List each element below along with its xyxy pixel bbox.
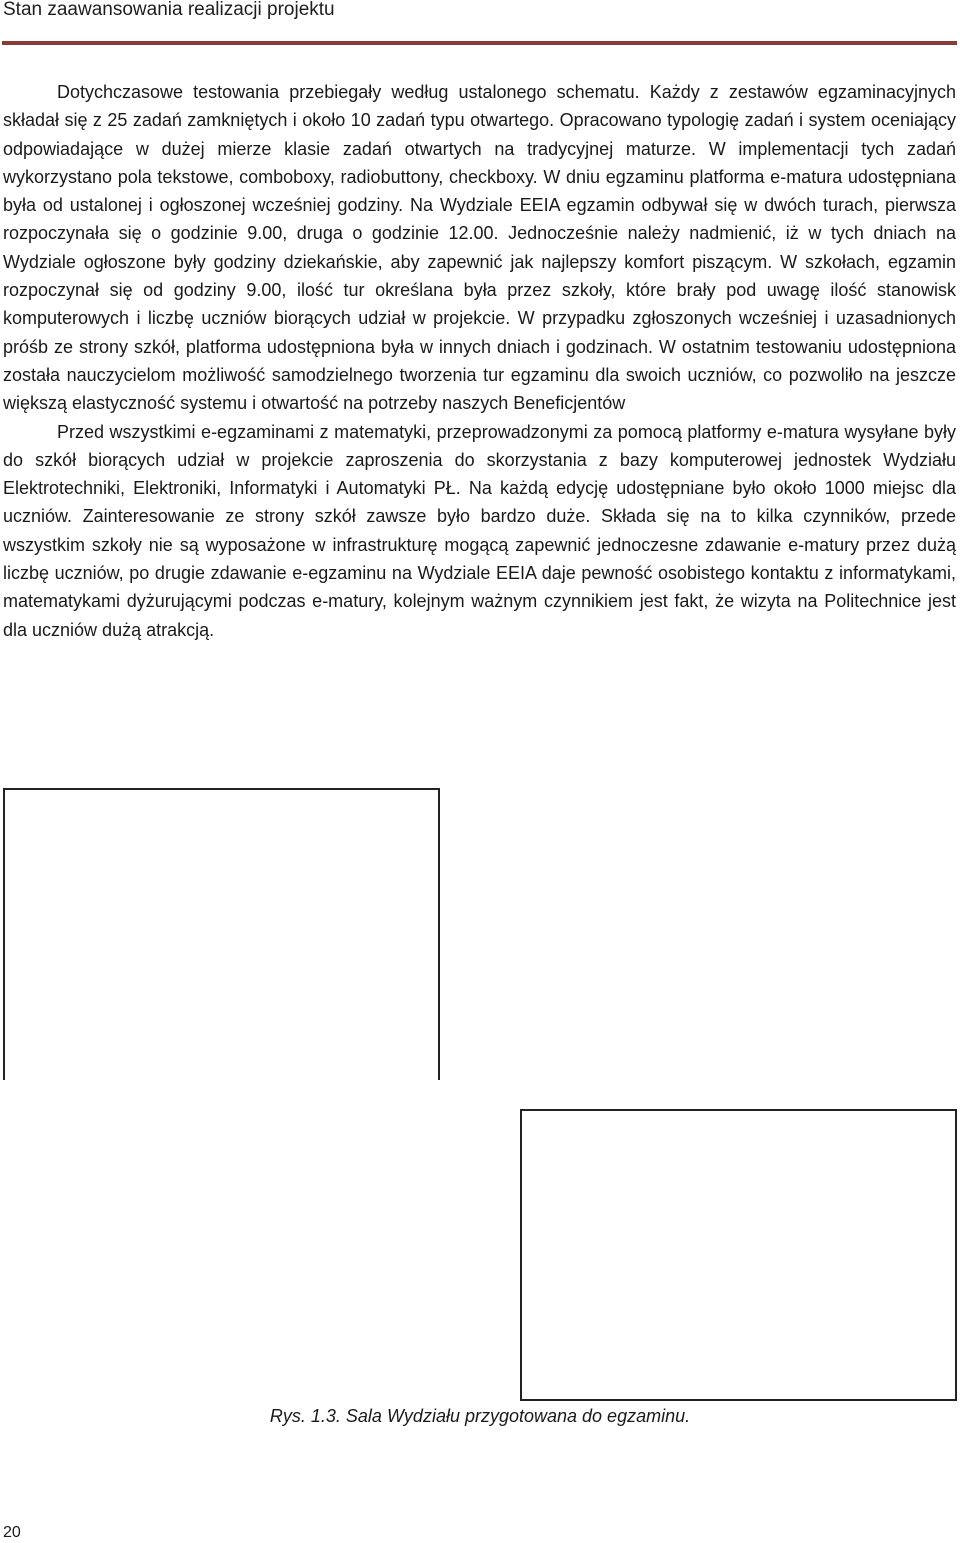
figure-caption: Rys. 1.3. Sala Wydziału przygotowana do egzaminu. [269,1406,691,1426]
paragraph-2: Przed wszystkimi e-egzaminami z matematyki, przeprowadzonymi za pomocą platformy e-matura wysyłane były do szkół biorących udział w projekcie zaproszenia do skorzystania z bazy komputerowej jednostek Wydziału Elektrotechniki, Elektroniki, Informatyki i Automatyki PŁ. Na każdą edycję udostępniane było około 1000 miejsc dla uczniów. Zainteresowanie ze strony szkół zawsze było bardzo duże. Składa się na to kilka czynników, przede wszystkim szkoły nie są wyposażone w infrastrukturę mogącą zapewnić jednoczesne zdawanie e-matury przez dużą liczbę uczniów, po drugie zdawanie e-egzaminu na Wydziale EEIA daje pewność osobistego kontaktu z informatykami, matematykami dyżurującymi podczas e-matury, kolejnym ważnym czynnikiem jest fakt, że wizyta na Politechnice jest dla uczniów dużą atrakcją. [3,421,956,640]
exam-room-photo-1 [3,788,440,1080]
header-divider [2,41,957,45]
page-header-title: Stan zaawansowania realizacji projektu [3,0,335,20]
body-text [3,78,956,644]
exam-room-photo-2 [520,1109,957,1401]
page-number: 20 [3,1524,21,1541]
paragraph-1: Dotychczasowe testowania przebiegały według ustalonego schematu. Każdy z zestawów egzaminacyjnych składał się z 25 zadań zamkniętych i około 10 zadań typu otwartego. Opracowano typologię zadań i system oceniający odpowiadające w dużej mierze klasie zadań otwartych na tradycyjnej maturze. W implementacji tych zadań wykorzystano pola tekstowe, comboboxy, radiobuttony, checkboxy. W dniu egzaminu platforma e-matura udostępniana była od ustalonej i ogłoszonej wcześniej godziny. Na Wydziale EEIA egzamin odbywał się w dwóch turach, pierwsza rozpoczynała się o godzinie 9.00, druga o godzinie 12.00. Jednocześnie należy nadmienić, iż w tych dniach na Wydziale ogłoszone były godziny dziekańskie, aby zapewnić jak najlepszy komfort piszącym. W szkołach, egzamin rozpoczynał się od godziny 9.00, ilość tur określana była przez szkoły, które brały pod uwagę ilość stanowisk komputerowych i liczbę uczniów biorących udział w projekcie. W przypadku zgłoszonych wcześniej i uzasadnionych próśb ze strony szkół, platforma udostępniona była w innych dniach i godzinach. W ostatnim testowaniu udostępniona została nauczycielom możliwość samodzielnego tworzenia tur egzaminu dla swoich uczniów, co pozwoliło na jeszcze większą elastyczność systemu i otwartość na potrzeby naszych Beneficjentów [3,82,956,414]
